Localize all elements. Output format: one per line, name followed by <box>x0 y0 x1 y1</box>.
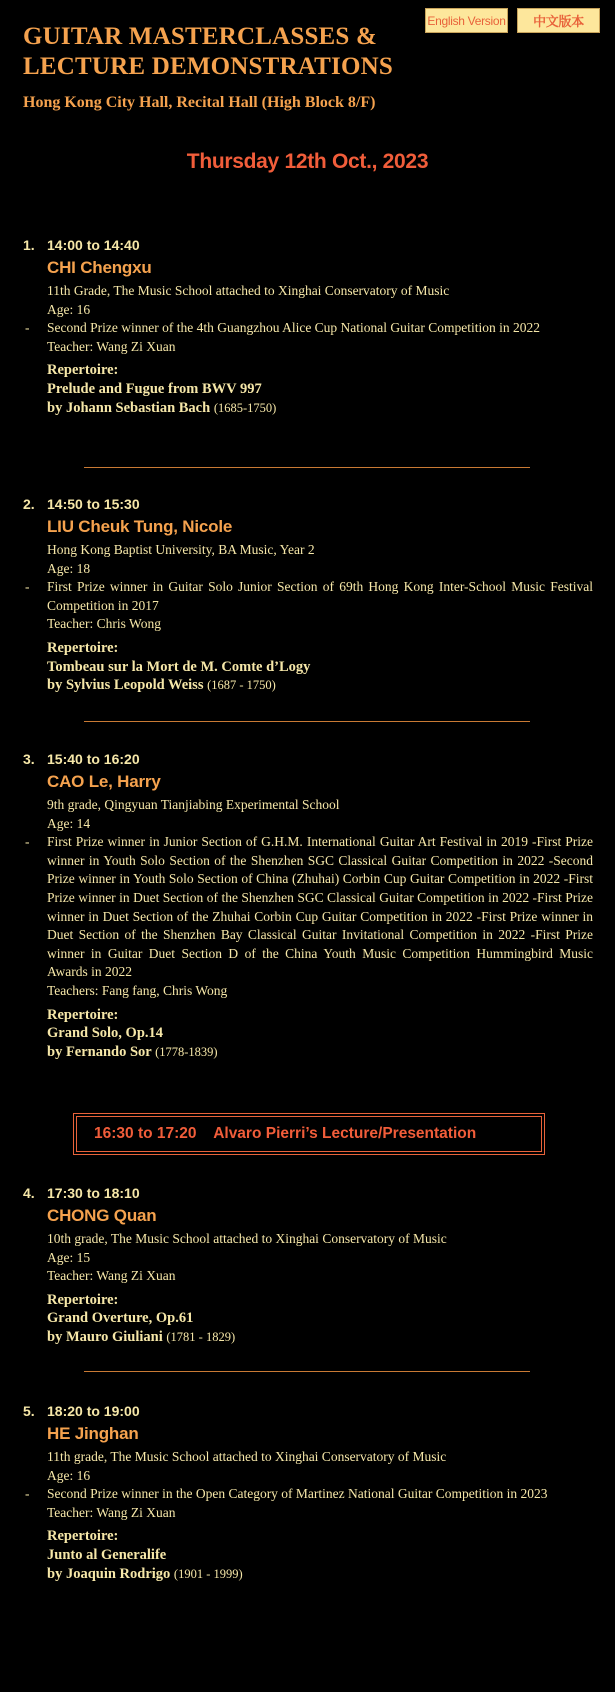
performer-info <box>47 1230 593 1286</box>
slot-number: 3. <box>23 751 35 767</box>
performer-teacher: Teacher: Chris Wong <box>47 616 161 632</box>
schedule-slot-5 <box>23 1400 593 1583</box>
repertoire-composer-row <box>47 1328 593 1347</box>
composer: by Mauro Giuliani <box>47 1328 163 1345</box>
composer: by Fernando Sor <box>47 1043 152 1060</box>
composer-years: (1687 - 1750) <box>207 678 276 693</box>
performer-name: CHI Chengxu <box>47 258 152 277</box>
slot-number: 4. <box>23 1185 35 1201</box>
performer-teacher: Teacher: Wang Zi Xuan <box>47 338 176 354</box>
english-version-button[interactable]: English Version <box>425 8 508 33</box>
dash-marker: - <box>25 834 30 850</box>
performer-name: CAO Le, Harry <box>47 772 161 791</box>
performer-teacher: Teacher: Wang Zi Xuan <box>47 1268 176 1284</box>
composer-years: (1781 - 1829) <box>166 1329 236 1344</box>
repertoire-piece: Prelude and Fugue from BWV 997 <box>47 380 262 397</box>
lecture-title: Alvaro Pierri’s Lecture/Presentation <box>213 1125 477 1142</box>
schedule-slot-1 <box>23 234 593 417</box>
performer-school: 11th Grade, The Music School attached to Xinghai Conservatory of Music <box>47 283 450 298</box>
performer-teacher: Teachers: Fang fang, Chris Wong <box>47 982 228 998</box>
performer-school: 10th grade, The Music School attached to Xinghai Conservatory of Music <box>47 1231 447 1246</box>
repertoire <box>47 1291 593 1347</box>
repertoire-piece: Tombeau sur la Mort de M. Comte d’Logy <box>47 658 311 675</box>
repertoire-label: Repertoire: <box>47 1528 119 1545</box>
award-text: Second Prize winner in the Open Category of Martinez National Guitar Competition in 2023 <box>47 1486 548 1502</box>
slot-number: 1. <box>23 237 35 253</box>
title-line-2: LECTURE DEMONSTRATIONS <box>23 53 393 80</box>
repertoire <box>47 1006 593 1062</box>
repertoire-piece: Grand Solo, Op.14 <box>47 1025 164 1042</box>
slot-number: 2. <box>23 496 35 512</box>
repertoire-label: Repertoire: <box>47 362 119 379</box>
slot-number: 5. <box>23 1403 35 1419</box>
composer-years: (1778-1839) <box>155 1044 218 1059</box>
repertoire <box>47 639 593 695</box>
schedule-slot-3 <box>23 748 593 1061</box>
title-line-1: GUITAR MASTERCLASSES & <box>23 23 378 50</box>
performer-award <box>25 1485 593 1504</box>
performer-name: LIU Cheuk Tung, Nicole <box>47 517 233 536</box>
repertoire-composer-row <box>47 1565 593 1584</box>
performer-info <box>25 282 593 356</box>
dash-marker: - <box>25 1486 30 1502</box>
slot-time: 17:30 to 18:10 <box>47 1185 140 1201</box>
repertoire-label: Repertoire: <box>47 1291 119 1308</box>
composer-years: (1901 - 1999) <box>173 1566 243 1581</box>
schedule-slot-4 <box>23 1182 593 1347</box>
section-divider <box>84 721 530 722</box>
slot-time-row <box>23 748 593 770</box>
slot-time-row <box>23 493 593 515</box>
repertoire-label: Repertoire: <box>47 1006 119 1023</box>
performer-age: Age: 16 <box>47 301 91 317</box>
performer-info <box>25 796 593 1001</box>
composer-years: (1685-1750) <box>213 400 277 415</box>
performer-age: Age: 15 <box>47 1249 91 1265</box>
performer-award <box>25 319 593 338</box>
repertoire-composer-row <box>47 399 593 418</box>
performer-info <box>25 541 593 634</box>
slot-time: 18:20 to 19:00 <box>47 1403 140 1419</box>
composer: by Joaquin Rodrigo <box>47 1565 171 1582</box>
performer-age: Age: 14 <box>47 815 91 831</box>
slot-time-row <box>23 234 593 256</box>
performer-name: CHONG Quan <box>47 1206 157 1225</box>
language-switcher <box>425 8 600 33</box>
performer-info <box>25 1448 593 1522</box>
event-date: Thursday 12th Oct., 2023 <box>186 150 429 173</box>
repertoire-label: Repertoire: <box>47 639 119 656</box>
award-text: First Prize winner in Junior Section of G.H.M. International Guitar Art Festival in 2019 -First Prize winner in Youth Solo Section of the Shenzhen SGC Classical Guitar Competition in 2022 -Second Prize winner in Youth Solo Section of China (Zhuhai) Corbin Cup Guitar Competition in 2022 -First Prize winner in Duet Section of the Shenzhen SGC Classical Guitar Competition in 2022 -First Prize winner in Duet Section of the Zhuhai Corbin Cup Guitar Competition in 2022 -First Prize winner in Duet Section of the Shenzhen Bay Classical Guitar Invitational Competition in 2022 -First Prize winner in Guitar Duet Section D of the China Youth Music Competition Hummingbird Music Awards in 2022 <box>47 834 593 980</box>
lecture-banner <box>73 1113 545 1155</box>
page-header <box>23 22 393 112</box>
repertoire-piece: Junto al Generalife <box>47 1546 167 1563</box>
award-text: First Prize winner in Guitar Solo Junior Section of 69th Hong Kong Inter-School Music Festival Competition in 2017 <box>47 579 593 613</box>
performer-award <box>25 578 593 615</box>
performer-school: 11th grade, The Music School attached to Xinghai Conservatory of Music <box>47 1449 447 1464</box>
slot-time-row <box>23 1182 593 1204</box>
repertoire <box>47 361 593 417</box>
slot-time: 14:00 to 14:40 <box>47 237 140 253</box>
repertoire-composer-row <box>47 676 593 695</box>
performer-school: Hong Kong Baptist University, BA Music, Year 2 <box>47 542 315 557</box>
dash-marker: - <box>25 579 30 595</box>
performer-award <box>25 833 593 982</box>
performer-school: 9th grade, Qingyuan Tianjiabing Experimental School <box>47 797 340 812</box>
venue: Hong Kong City Hall, Recital Hall (High Block 8/F) <box>23 94 376 111</box>
repertoire <box>47 1527 593 1583</box>
section-divider <box>84 1371 530 1372</box>
slot-time: 14:50 to 15:30 <box>47 496 140 512</box>
award-text: Second Prize winner of the 4th Guangzhou Alice Cup National Guitar Competition in 2022 <box>47 320 541 336</box>
dash-marker: - <box>25 320 30 336</box>
repertoire-piece: Grand Overture, Op.61 <box>47 1310 194 1327</box>
lecture-time: 16:30 to 17:20 <box>94 1125 197 1142</box>
schedule-slot-2 <box>23 493 593 695</box>
composer: by Johann Sebastian Bach <box>47 399 211 416</box>
performer-teacher: Teacher: Wang Zi Xuan <box>47 1504 176 1520</box>
performer-name: HE Jinghan <box>47 1424 139 1443</box>
repertoire-composer-row <box>47 1043 593 1062</box>
page-title <box>23 22 393 82</box>
performer-age: Age: 16 <box>47 1467 91 1483</box>
slot-time: 15:40 to 16:20 <box>47 751 140 767</box>
performer-age: Age: 18 <box>47 560 91 576</box>
composer: by Sylvius Leopold Weiss <box>47 677 204 694</box>
chinese-version-button[interactable]: 中文版本 <box>517 8 600 33</box>
slot-time-row <box>23 1400 593 1422</box>
section-divider <box>84 467 530 468</box>
